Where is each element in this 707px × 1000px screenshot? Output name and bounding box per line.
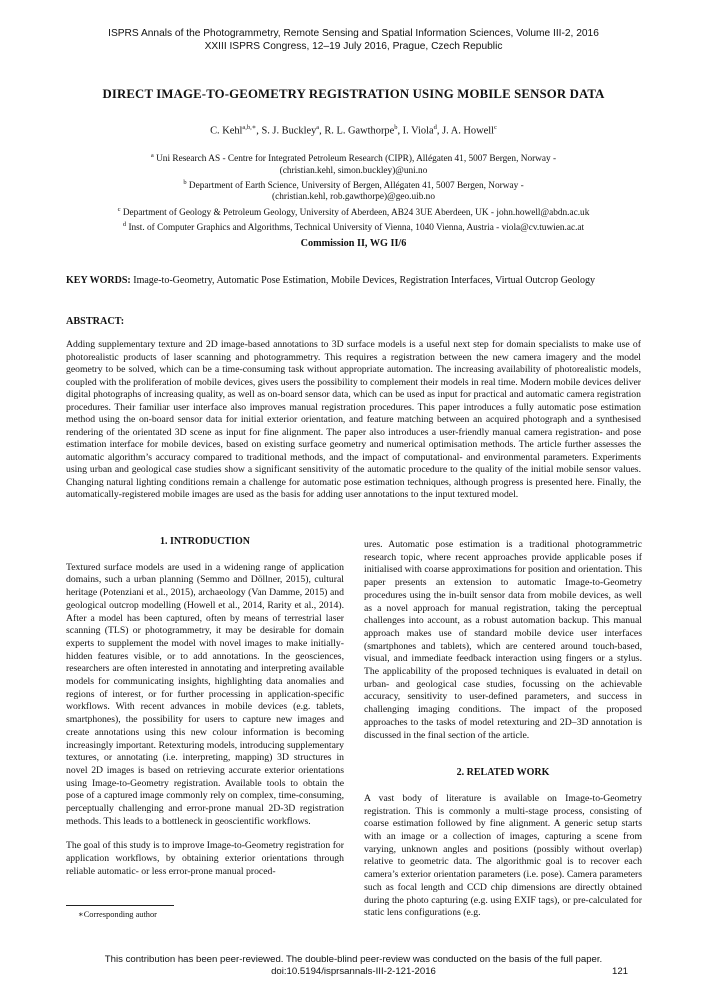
author-name: C. Kehl — [210, 125, 243, 137]
commission-label: Commission II, WG II/6 — [300, 238, 407, 249]
affiliation-mark: d — [122, 221, 127, 229]
author-separator: , — [397, 125, 403, 137]
affiliation-a — [40, 150, 667, 166]
author-affiliation-mark: a — [316, 124, 320, 131]
intro-paragraph: The goal of this study is to improve Image-to-Geometry registration for application workflows, by obtaining exterior orientations through reliable automatic- or less error-prone manual proced- — [66, 840, 344, 877]
author-name: S. J. Buckley — [261, 125, 317, 137]
affiliation-mark: c — [117, 205, 121, 213]
paper-title: DIRECT IMAGE-TO-GEOMETRY REGISTRATION USING MOBILE SENSOR DATA — [102, 87, 605, 101]
related-work-paragraph: A vast body of literature is available on Image-to-Geometry registration. This is commonly a multi-stage process, consisting of coarse estimation followed by fine alignment. A generic setup starts with an image or a collection of images, capturing a scene from varying, unknown angles and positions (possibly without overlap) relative to geometric data. The algorithmic goal is to recover each camera’s exterior orientation parameters (i.e. pose). Camera parameters such as focal length and CCD chip dimensions are directly obtained during the photo capturing (e.g. using EXIF tags), or pre-calculated for static lens configurations (e.g. — [364, 792, 642, 919]
footnote-corresponding-author: ∗Corresponding author — [78, 910, 157, 919]
affiliation-text: Department of Geology & Petroleum Geology, University of Aberdeen, AB24 3UE Aberdeen, UK - john.howell@abdn.ac.uk — [122, 207, 590, 218]
affiliation-b-email: (christian.kehl, rob.gawthorpe)@geo.uib.no — [272, 192, 435, 203]
page-footer — [0, 954, 707, 978]
intro-paragraph: Textured surface models are used in a widening range of application domains, such a urban planning (Semmo and Döllner, 2015), cultural heritage (Potenziani et al., 2015), archaeology (Van Damme, 2015) and geological outcrop modelling (Howell et al., 2014, Rarity et al., 2014). After a model has been captured, often by means of terrestrial laser scanning (TLS) or photogrammetry, it may be desirable for domain experts to supplement the model with novel images to make initially-hidden features visible, or to add annotations. In the geosciences, researchers are often interested in annotating and interpreting available models for communicating insights, highlighting data anomalies and regions of interest, or for further processing in application-specific workflows. With recent advances in mobile devices (e.g. tablets, smartphones), the possibility for users to capture new images and create annotations using this new colour information is becoming increasingly important. Retexturing models, introducing supplementary textures, or annotating (i.e. interpreting, mapping) 3D structures in novel 2D images is based on retrieving accurate exterior orientations using Image-to-Geometry registration. Available tools to obtain the pose of a captured image commonly rely on complex, time-consuming, perceptually challenging and error-prone manual 2D-3D registration methods. This leads to a bottleneck in geoscientific workflows. — [66, 561, 344, 827]
affiliation-a-email: (christian.kehl, simon.buckley)@uni.no — [279, 165, 428, 176]
footnote-rule — [66, 905, 174, 906]
author-affiliation-mark: c — [494, 124, 497, 131]
doi-link[interactable]: doi:10.5194/isprsannals-III-2-121-2016 — [271, 965, 436, 977]
right-column — [364, 539, 642, 920]
peer-review-note: This contribution has been peer-reviewed. The double-blind peer-review was conducted on the basis of the full paper. — [104, 954, 603, 965]
author-affiliation-mark: b — [394, 124, 398, 131]
author-separator: , — [436, 125, 443, 137]
affiliation-d — [40, 219, 667, 235]
left-column — [66, 536, 344, 879]
keywords — [66, 275, 646, 286]
affiliation-b — [40, 177, 667, 193]
keywords-text: Image-to-Geometry, Automatic Pose Estimation, Mobile Devices, Registration Interfaces, Virtual Outcrop Geology — [133, 275, 596, 286]
author-list — [0, 123, 707, 136]
affiliation-text: Department of Earth Science, University of Bergen, Allégaten 41, 5007 Bergen, Norway - — [188, 181, 524, 191]
affiliations — [40, 150, 667, 235]
author-separator: , — [319, 125, 325, 137]
author-affiliation-mark: a,b,∗ — [242, 124, 257, 131]
affiliation-mark: a — [150, 152, 154, 159]
header-journal-line: ISPRS Annals of the Photogrammetry, Remote Sensing and Spatial Information Sciences, Volume III-2, 2016 — [108, 28, 599, 39]
page-number: 121 — [612, 966, 629, 977]
affiliation-text: Uni Research AS - Centre for Integrated Petroleum Research (CIPR), Allégaten 41, 5007 Bergen, Norway - — [156, 154, 557, 165]
section-heading-related-work: 2. RELATED WORK — [456, 767, 550, 779]
affiliation-text: Inst. of Computer Graphics and Algorithms, Technical University of Vienna, 1040 Vienna, Austria - viola@cv.tuwien.ac.at — [128, 223, 585, 234]
keywords-label: KEY WORDS: — [66, 275, 131, 286]
author-name: I. Viola — [402, 125, 434, 137]
author-affiliation-mark: d — [433, 124, 437, 131]
author-name: J. A. Howell — [442, 125, 495, 137]
author-name: R. L. Gawthorpe — [324, 125, 395, 137]
abstract-text: Adding supplementary texture and 2D image-based annotations to 3D surface models is a useful next step for domain specialists to make use of photorealistic products of laser scanning and photogrammetry. This requires a registration between the new camera imagery and the model geometry to be solved, which can be a time-consuming task without appropriate automation. The increasing availability of photorealistic models, coupled with the proliferation of mobile devices, gives users the possibility to complement their models in real time. Modern mobile devices deliver digital photographs of increasing quality, as well as on-board sensor data, which can be used as input for practical and automatic camera registration procedures. Their familiar user interface also improves manual registration procedures. This paper introduces a fully automatic pose estimation method using the on-board sensor data for initial exterior orientation, and feature matching between an acquired photograph and a synthesised rendering of the orientated 3D scene as input for fine alignment. The paper also introduces a user-friendly manual camera registration- and pose estimation interface for mobile devices, based on existing surface geometry and numerical optimisation methods. The article further assesses the automatic algorithm’s accuracy compared to traditional methods, and the impact of computational- and environmental parameters. Experiments using urban and geological case studies show a significant sensitivity of the automatic procedure to the quality of the initial mobile sensor values. Changing natural lighting conditions remain a challenge for automatic pose estimation techniques, although progress is presented here. Finally, the automatically-registered mobile images are used as the basis for adding user annotations to the input textured model. — [66, 339, 641, 500]
section-heading-introduction: 1. INTRODUCTION — [159, 536, 250, 547]
header-congress-line: XXIII ISPRS Congress, 12–19 July 2016, Prague, Czech Republic — [204, 40, 503, 52]
intro-paragraph-continued: ures. Automatic pose estimation is a traditional photogrammetric research topic, where recent approaches provide applicable poses if initialised with coarse approximations for position and orientation. This paper presents an extension to automatic Image-to-Geometry procedures using the in-built sensor data from mobile devices, as well as a novel approach for manual registration, taking the perceptual challenges into account, as a robust automation backup. This manual approach makes use of standard mobile device user interfaces (smartphones and tablets), which are centered around touch-based, visual, and immediate feedback interaction using fingers or a stylus. The applicability of the proposed techniques is evaluated in detail on urban- and geological case studies, focussing on the achievable accuracy, sensitivity to user-defined parameters, and success in challenging imaging conditions. The impact of the proposed approaches to the tasks of model retexturing and 2D–3D annotation is discussed in the final section of the article. — [364, 539, 642, 741]
author-separator: , — [256, 125, 262, 137]
affiliation-c — [40, 204, 667, 220]
affiliation-mark: b — [183, 178, 187, 186]
running-header — [0, 28, 707, 53]
abstract-heading: ABSTRACT: — [66, 316, 125, 327]
